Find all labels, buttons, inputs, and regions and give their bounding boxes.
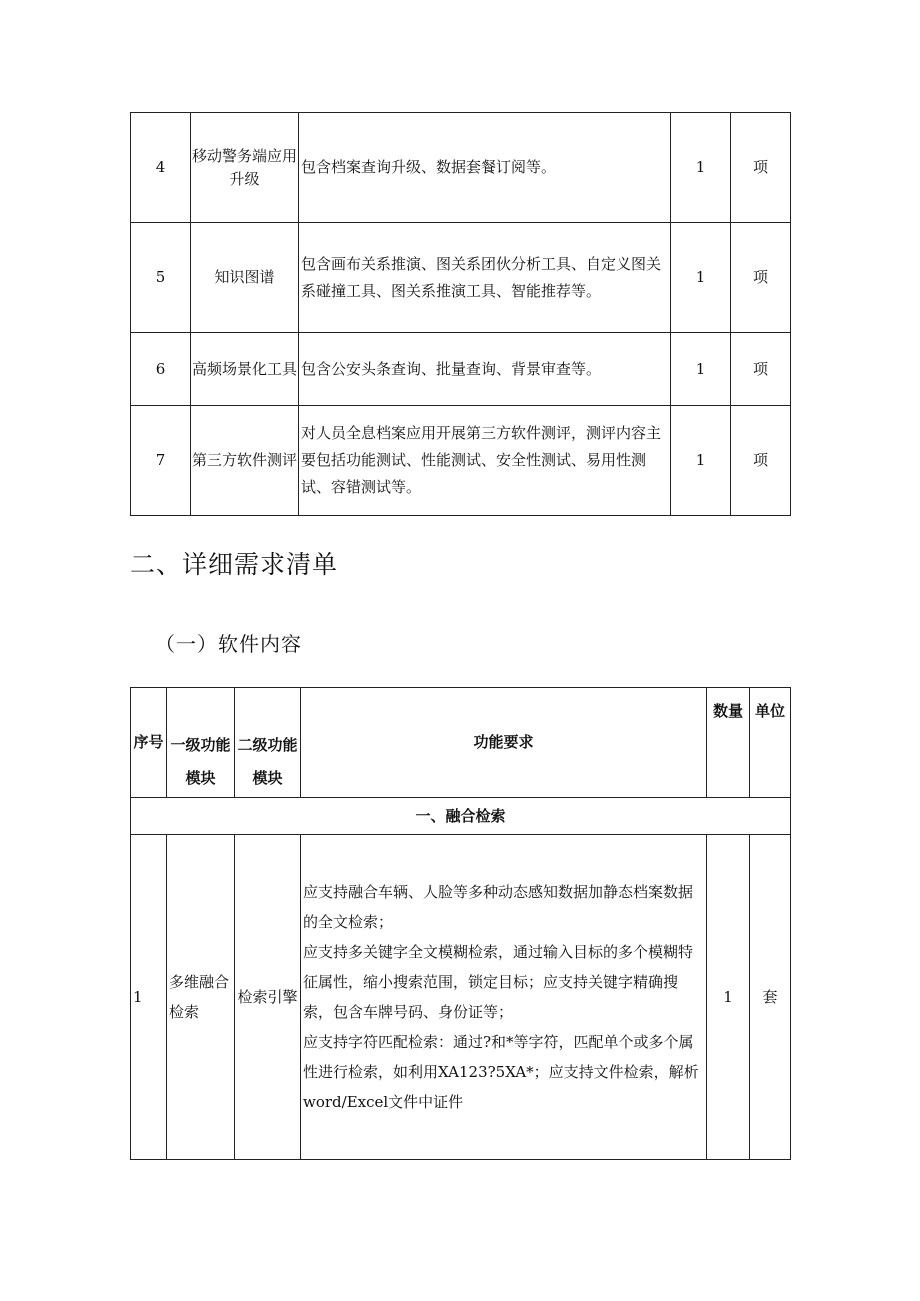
item-quantity: 1 bbox=[671, 223, 731, 333]
summary-table bbox=[130, 112, 791, 516]
header-quantity: 数量 bbox=[707, 688, 750, 798]
header-level2-module: 二级功能模块 bbox=[235, 688, 301, 798]
requirement-line: 应支持多关键字全文模糊检索，通过输入目标的多个模糊特征属性，缩小搜索范围，锁定目标；应支持关键字精确搜索，包含车牌号码、身份证等； bbox=[303, 943, 694, 1021]
row-number: 1 bbox=[131, 835, 167, 1160]
table-row bbox=[131, 406, 791, 516]
section-heading: 二、详细需求清单 bbox=[130, 550, 339, 579]
requirement-line: 应支持字符匹配检索：通过?和*等字符，匹配单个或多个属性进行检索，如利用XA123?5XA*；应支持文件检索，解析word/Excel文件中证件 bbox=[303, 1033, 699, 1111]
row-number: 7 bbox=[131, 406, 191, 516]
subsection-heading: （一）软件内容 bbox=[155, 632, 302, 656]
requirement-cell bbox=[301, 835, 707, 1160]
table-row bbox=[131, 835, 791, 1160]
row-number: 6 bbox=[131, 333, 191, 406]
item-unit: 套 bbox=[750, 835, 791, 1160]
level1-module: 多维融合检索 bbox=[167, 835, 235, 1160]
header-requirement: 功能要求 bbox=[301, 688, 707, 798]
header-row bbox=[131, 688, 791, 798]
table-row bbox=[131, 333, 791, 406]
item-quantity: 1 bbox=[671, 406, 731, 516]
item-name: 第三方软件测评 bbox=[191, 406, 299, 516]
item-name: 知识图谱 bbox=[191, 223, 299, 333]
table-row bbox=[131, 223, 791, 333]
item-name: 移动警务端应用升级 bbox=[191, 113, 299, 223]
header-unit: 单位 bbox=[750, 688, 791, 798]
item-unit: 项 bbox=[731, 113, 791, 223]
requirement-line: 应支持融合车辆、人脸等多种动态感知数据加静态档案数据的全文检索； bbox=[303, 883, 694, 931]
level2-module: 检索引擎 bbox=[235, 835, 301, 1160]
header-level1-module: 一级功能模块 bbox=[167, 688, 235, 798]
item-unit: 项 bbox=[731, 406, 791, 516]
group-title: 一、融合检索 bbox=[131, 798, 791, 835]
item-content: 包含画布关系推演、图关系团伙分析工具、自定义图关系碰撞工具、图关系推演工具、智能推荐等。 bbox=[299, 223, 671, 333]
item-content: 包含档案查询升级、数据套餐订阅等。 bbox=[299, 113, 671, 223]
item-quantity: 1 bbox=[671, 113, 731, 223]
header-number: 序号 bbox=[131, 688, 167, 798]
row-number: 4 bbox=[131, 113, 191, 223]
item-quantity: 1 bbox=[671, 333, 731, 406]
group-row bbox=[131, 798, 791, 835]
item-content: 包含公安头条查询、批量查询、背景审查等。 bbox=[299, 333, 671, 406]
item-unit: 项 bbox=[731, 333, 791, 406]
item-content: 对人员全息档案应用开展第三方软件测评，测评内容主要包括功能测试、性能测试、安全性测试、易用性测试、容错测试等。 bbox=[299, 406, 671, 516]
detail-requirements-table bbox=[130, 687, 791, 1160]
item-name: 高频场景化工具 bbox=[191, 333, 299, 406]
item-unit: 项 bbox=[731, 223, 791, 333]
row-number: 5 bbox=[131, 223, 191, 333]
item-quantity: 1 bbox=[707, 835, 750, 1160]
table-row bbox=[131, 113, 791, 223]
